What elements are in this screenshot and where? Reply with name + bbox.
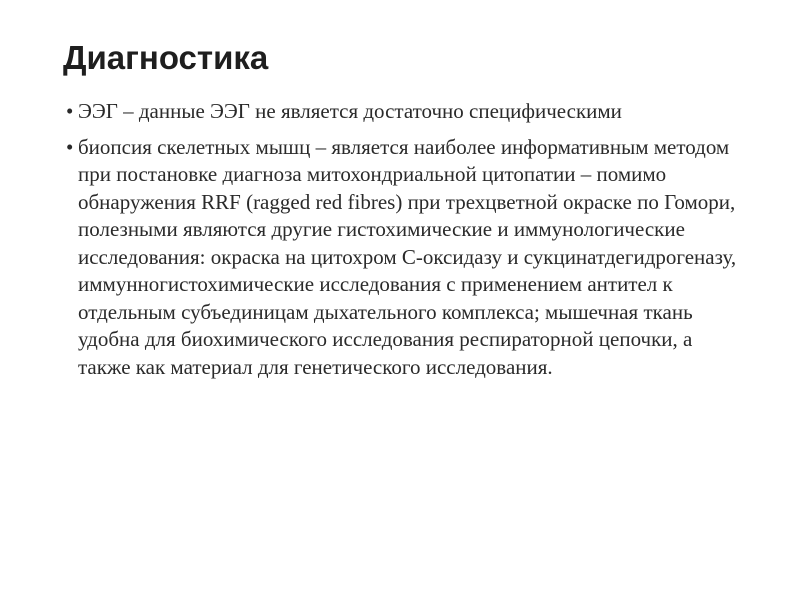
bullet-marker: • [66,134,74,159]
slide-title: Диагностика [63,39,269,76]
bullet-list [66,98,746,389]
bullet-text-biopsy: биопсия скелетных мышц – является наиболее информативным методом при постановке диагноза митохондриальной цитопатии – помимо обнаружения RRF (ragged red fibres) при трехцветной окраске по Гомори, полезными являются другие гистохимические и иммунологические исследования: окраска на цитохром С-оксидазу и сукцинатдегидрогеназу, иммунногистохимические исследования с применением антител к отдельным субъединицам дыхательного комплекса; мышечная ткань удобна для биохимического исследования респираторной цепочки, а также как материал для генетического исследования. [78,134,737,379]
bullet-item-eeg [66,98,746,126]
bullet-text-eeg: ЭЭГ – данные ЭЭГ не является достаточно специфическими [78,99,622,123]
bullet-marker: • [66,99,74,123]
bullet-item-biopsy [66,134,746,382]
